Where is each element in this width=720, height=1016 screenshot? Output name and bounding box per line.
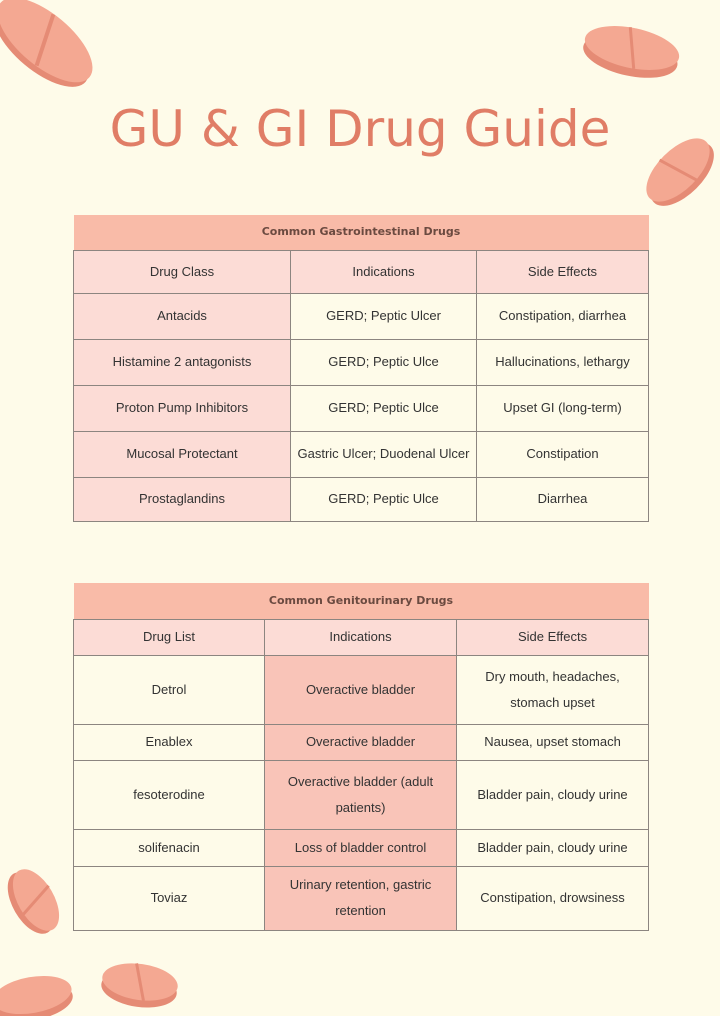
- column-header: Indications: [291, 250, 477, 293]
- table-cell: Bladder pain, cloudy urine: [457, 760, 649, 829]
- table-cell: Proton Pump Inhibitors: [74, 385, 291, 431]
- table-row: [74, 724, 649, 760]
- table-caption: Common Genitourinary Drugs: [74, 583, 649, 619]
- table-cell: Overactive bladder (adult patients): [265, 760, 457, 829]
- table-row: [74, 477, 649, 521]
- table-cell: Histamine 2 antagonists: [74, 339, 291, 385]
- table-cell: GERD; Peptic Ulce: [291, 385, 477, 431]
- table-cell: Upset GI (long-term): [477, 385, 649, 431]
- table-cell: Mucosal Protectant: [74, 431, 291, 477]
- table-cell: GERD; Peptic Ulce: [291, 477, 477, 521]
- table-cell: Dry mouth, headaches, stomach upset: [457, 655, 649, 724]
- table-row: [74, 431, 649, 477]
- table-cell: Bladder pain, cloudy urine: [457, 829, 649, 866]
- table-row: [74, 655, 649, 724]
- table-row: [74, 829, 649, 866]
- table-cell: Overactive bladder: [265, 655, 457, 724]
- table-cell: Detrol: [74, 655, 265, 724]
- table-cell: Loss of bladder control: [265, 829, 457, 866]
- table-cell: Constipation, diarrhea: [477, 293, 649, 339]
- table-cell: Diarrhea: [477, 477, 649, 521]
- gi-drugs-table: [73, 215, 649, 522]
- table-cell: Prostaglandins: [74, 477, 291, 521]
- table-header-row: [74, 250, 649, 293]
- page-title: GU & GI Drug Guide: [109, 100, 611, 158]
- column-header: Indications: [265, 619, 457, 655]
- table-cell: Gastric Ulcer; Duodenal Ulcer: [291, 431, 477, 477]
- table-cell: Hallucinations, lethargy: [477, 339, 649, 385]
- table-row: [74, 866, 649, 930]
- table-cell: Urinary retention, gastric retention: [265, 866, 457, 930]
- table-cell: Nausea, upset stomach: [457, 724, 649, 760]
- table-row: [74, 385, 649, 431]
- table-cell: fesoterodine: [74, 760, 265, 829]
- column-header: Side Effects: [477, 250, 649, 293]
- table-cell: solifenacin: [74, 829, 265, 866]
- column-header: Drug List: [74, 619, 265, 655]
- column-header: Side Effects: [457, 619, 649, 655]
- table-cell: Enablex: [74, 724, 265, 760]
- gu-drugs-table: [73, 583, 649, 931]
- table-cell: Constipation, drowsiness: [457, 866, 649, 930]
- table-cell: GERD; Peptic Ulcer: [291, 293, 477, 339]
- table-caption: Common Gastrointestinal Drugs: [74, 215, 649, 250]
- table-header-row: [74, 619, 649, 655]
- table-cell: Antacids: [74, 293, 291, 339]
- table-cell: GERD; Peptic Ulce: [291, 339, 477, 385]
- column-header: Drug Class: [74, 250, 291, 293]
- table-cell: Constipation: [477, 431, 649, 477]
- table-row: [74, 339, 649, 385]
- table-row: [74, 293, 649, 339]
- table-cell: Toviaz: [74, 866, 265, 930]
- table-cell: Overactive bladder: [265, 724, 457, 760]
- table-row: [74, 760, 649, 829]
